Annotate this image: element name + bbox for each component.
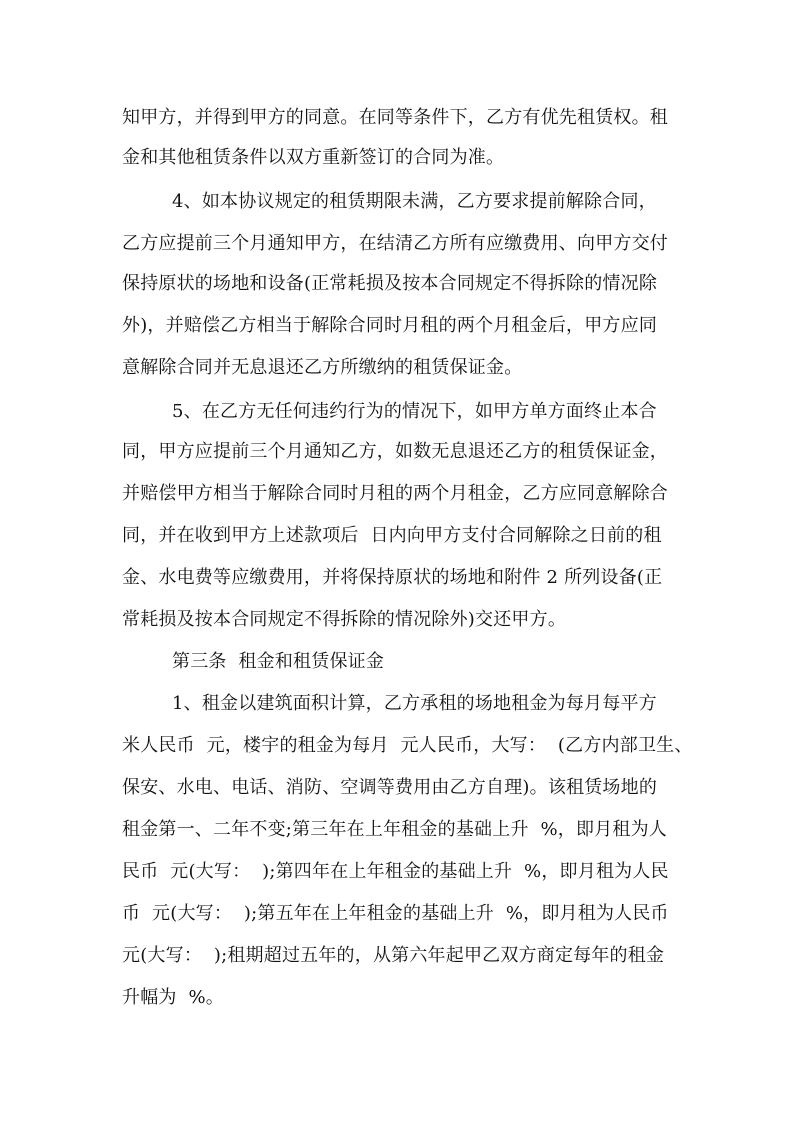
- text-line-3: 4、如本协议规定的租赁期限未满，乙方要求提前解除合同，: [172, 191, 657, 212]
- text-line-1: 知甲方，并得到甲方的同意。在同等条件下，乙方有优先租赁权。租: [122, 107, 668, 128]
- text-line-7: 意解除合同并无息退还乙方所缴纳的租赁保证金。: [122, 357, 523, 378]
- text-line-22: 升幅为 %。: [122, 987, 224, 1008]
- text-line-2: 金和其他租赁条件以双方重新签订的合同为准。: [122, 147, 505, 168]
- text-line-6: 外)，并赔偿乙方相当于解除合同时月租的两个月租金后，甲方应同: [122, 315, 658, 336]
- text-line-12: 金、水电费等应缴费用，并将保持原状的场地和附件 2 所列设备(正: [122, 567, 663, 588]
- text-line-18: 租金第一、二年不变;第三年在上年租金的基础上升 %，即月租为人: [122, 819, 668, 840]
- text-line-9: 同，甲方应提前三个月通知乙方，如数无息退还乙方的租赁保证金，: [122, 441, 668, 462]
- text-line-17: 保安、水电、电话、消防、空调等费用由乙方自理)。该租赁场地的: [122, 777, 658, 798]
- text-line-19: 民币 元(大写： );第四年在上年租金的基础上升 %，即月租为人民: [122, 861, 669, 882]
- text-line-16: 米人民币 元，楼宇的租金为每月 元人民币，大写： (乙方内部卫生、: [122, 735, 693, 756]
- text-line-11: 同，并在收到甲方上述款项后 日内向甲方支付合同解除之日前的租: [122, 525, 662, 546]
- text-line-21: 元(大写： );租期超过五年的，从第六年起甲乙双方商定每年的租金: [122, 945, 665, 966]
- text-line-5: 保持原状的场地和设备(正常耗损及按本合同规定不得拆除的情况除: [122, 273, 658, 294]
- text-line-15: 1、租金以建筑面积计算，乙方承租的场地租金为每月每平方: [172, 693, 657, 714]
- text-line-10: 并赔偿甲方相当于解除合同时月租的两个月租金，乙方应同意解除合: [122, 483, 668, 504]
- text-line-8: 5、在乙方无任何违约行为的情况下，如甲方单方面终止本合: [172, 401, 657, 422]
- section-heading: 第三条 租金和租赁保证金: [172, 651, 385, 672]
- text-line-13: 常耗损及按本合同规定不得拆除的情况除外)交还甲方。: [122, 609, 567, 630]
- text-line-20: 币 元(大写： );第五年在上年租金的基础上升 %，即月租为人民币: [122, 903, 669, 924]
- text-line-4: 乙方应提前三个月通知甲方，在结清乙方所有应缴费用、向甲方交付: [122, 233, 668, 254]
